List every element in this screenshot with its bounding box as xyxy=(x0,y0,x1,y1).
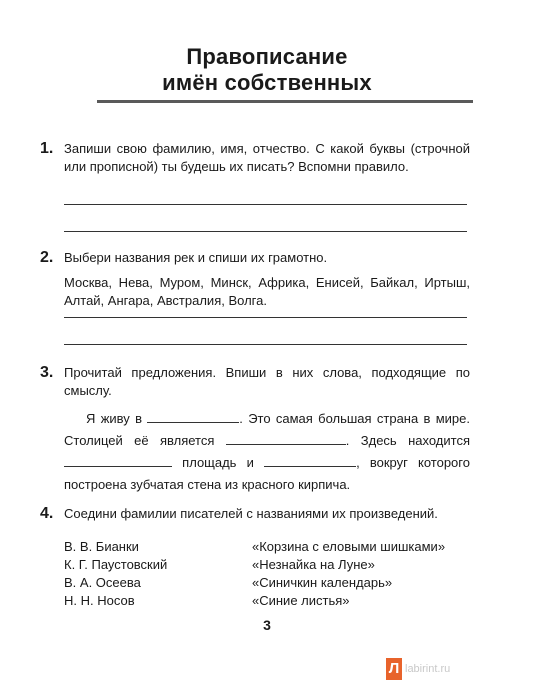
labirint-logo-icon: Л xyxy=(386,658,402,680)
matching-row xyxy=(64,574,484,592)
work-item[interactable]: «Синие листья» xyxy=(252,593,350,608)
sentence-part: , вокруг которого построена зубчатая стена из красного кирпича. xyxy=(64,455,470,492)
task-instruction: Соедини фамилии писателей с названиями их произведений. xyxy=(64,506,438,521)
writing-line[interactable] xyxy=(64,231,467,232)
fill-blank[interactable] xyxy=(64,453,172,467)
sentence-part: . Это самая большая страна в мире. Столицей её является xyxy=(64,411,470,448)
page-title xyxy=(0,44,534,96)
author-item[interactable]: Н. Н. Носов xyxy=(64,593,135,608)
sentence-part: . Здесь находится xyxy=(345,433,470,448)
fill-blank[interactable] xyxy=(226,431,346,445)
writing-line[interactable] xyxy=(64,344,467,345)
matching-row xyxy=(64,592,484,610)
fill-in-paragraph xyxy=(64,408,470,496)
title-underline xyxy=(97,100,473,103)
task-4 xyxy=(40,505,470,523)
page-number: 3 xyxy=(263,617,271,633)
writing-line[interactable] xyxy=(64,204,467,205)
writing-line[interactable] xyxy=(64,317,467,318)
matching-row xyxy=(64,556,484,574)
task-number: 3. xyxy=(40,364,54,381)
task-2 xyxy=(40,249,470,310)
word-list: Москва, Нева, Муром, Минск, Африка, Енисей, Байкал, Иртыш, Алтай, Ангара, Австралия, Волга. xyxy=(64,275,470,308)
task-number: 2. xyxy=(40,249,54,266)
fill-blank[interactable] xyxy=(264,453,356,467)
author-item[interactable]: К. Г. Паустовский xyxy=(64,557,168,572)
author-item[interactable]: В. В. Бианки xyxy=(64,539,139,554)
task-1 xyxy=(40,140,470,176)
task-instruction: Прочитай предложения. Впиши в них слова, подходящие по смыслу. xyxy=(64,365,470,398)
sentence-part: Я живу в xyxy=(86,411,142,426)
author-item[interactable]: В. А. Осеева xyxy=(64,575,141,590)
sentence-part: площадь и xyxy=(182,455,254,470)
matching-list xyxy=(64,538,484,610)
watermark-text: labirint.ru xyxy=(405,663,451,675)
work-item[interactable]: «Корзина с еловыми шишками» xyxy=(252,539,446,554)
task-number: 1. xyxy=(40,140,54,157)
task-number: 4. xyxy=(40,505,54,522)
fill-blank[interactable] xyxy=(147,409,239,423)
work-item[interactable]: «Незнайка на Луне» xyxy=(252,557,375,572)
task-instruction: Выбери названия рек и спиши их грамотно. xyxy=(64,250,328,265)
matching-row xyxy=(64,538,484,556)
work-item[interactable]: «Синичкин календарь» xyxy=(252,575,393,590)
task-3 xyxy=(40,364,470,496)
task-instruction: Запиши свою фамилию, имя, отчество. С какой буквы (строчной или прописной) ты будешь их писать? Вспомни правило. xyxy=(64,141,470,174)
title-line-1: Правописание xyxy=(186,44,348,69)
title-line-2: имён собственных xyxy=(162,70,372,95)
